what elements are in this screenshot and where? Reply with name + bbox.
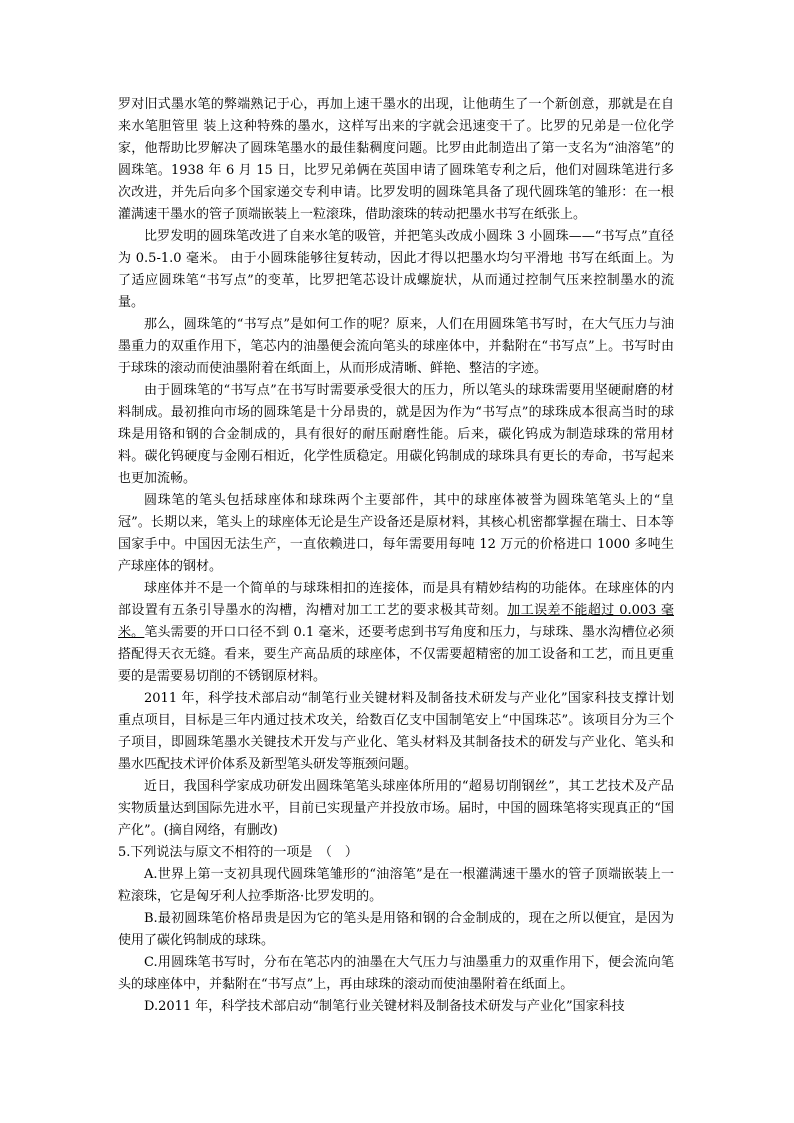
paragraph-5: 圆珠笔的笔头包括球座体和球珠两个主要部件，其中的球座体被誉为圆珠笔笔头上的“皇冠”。长期以来，笔头上的球座体无论是生产设备还是原材料，其核心机密都掌握在瑞士、日本等国家手中。中国因无法生产，一直依赖进口，每年需要用每吨 12 万元的价格进口 1000 多吨生产球座体的钢材。 (118, 493, 674, 574)
option-a: A.世界上第一支初具现代圆珠笔雏形的“油溶笔”是在一根灌满速干墨水的管子顶端嵌装上一粒滚珠，它是匈牙利人拉季斯洛·比罗发明的。 (118, 867, 674, 904)
paragraph-4: 由于圆珠笔的“书写点”在书写时需要承受很大的压力，所以笔头的球珠需要用坚硬耐磨的材料制成。最初推向市场的圆珠笔是十分昂贵的，就是因为作为“书写点”的球珠成本很高当时的球珠是用铬和钢的合金制成的，具有很好的耐压耐磨性能。后来，碳化钨成为制造球珠的常用材料。碳化钨硬度与金刚石相近，化学性质稳定。用碳化钨制成的球珠具有更长的寿命，书写起来也更加流畅。 (118, 383, 674, 486)
paragraph-6-after: 笔头需要的开口口径不到 0.1 毫米，还要考虑到书写角度和压力，与球珠、墨水沟槽位必须搭配得天衣无缝。看来，要生产高品质的球座体，不仅需要超精密的加工设备和工艺，而且更重要的是需要易切削的不锈钢原材料。 (118, 625, 674, 684)
question-stem: 5.下列说法与原文不相符的一项是 （ ） (118, 845, 358, 860)
paragraph-3: 那么，圆珠笔的“书写点”是如何工作的呢？原来，人们在用圆珠笔书写时，在大气压力与油墨重力的双重作用下，笔芯内的油墨便会流向笔头的球座体中，并黏附在“书写点”上。书写时由于球珠的滚动而使油墨附着在纸面上，从而形成清晰、鲜艳、整洁的字迹。 (118, 317, 674, 376)
paragraph-1: 罗对旧式墨水笔的弊端熟记于心，再加上速干墨水的出现，让他萌生了一个新创意，那就是在自来水笔胆管里 装上这种特殊的墨水，这样写出来的字就会迅速变干了。比罗的兄弟是一位化学家，他帮助比罗解决了圆珠笔墨水的最佳黏稠度问题。比罗由此制造出了第一支名为“油溶笔”的圆珠笔。1938 年 6 月 15 日，比罗兄弟俩在英国申请了圆珠笔专利之后，他们对圆珠笔进行多次改进，并先后向多个国家递交专利申请。比罗发明的圆珠笔具备了现代圆珠笔的雏形：在一根灌满速干墨水的管子顶端嵌装上一粒滚珠，借助滚珠的转动把墨水书写在纸张上。 (118, 97, 674, 222)
paragraph-6-before: 球座体并不是一个简单的与球珠相扣的连接体，而是具有精妙结构的功能体。在球座体的内部设置有五条引导墨水的沟槽，沟槽对加工工艺的要求极其苛刻。 (118, 581, 674, 618)
option-c: C.用圆珠笔书写时，分布在笔芯内的油墨在大气压力与油墨重力的双重作用下，便会流向笔头的球座体中，并黏附在“书写点”上，再由球珠的滚动而使油墨附着在纸面上。 (118, 955, 674, 992)
paragraph-6 (118, 578, 674, 688)
underlined-sentence: 加工误差不能超过 0.003 毫米。 (118, 603, 674, 640)
document-page (118, 94, 674, 1018)
paragraph-7: 2011 年，科学技术部启动“制笔行业关键材料及制备技术研发与产业化”国家科技支撑计划重点项目，目标是三年内通过技术攻关，给数百亿支中国制笔安上“中国珠芯”。该项目分为三个子项目，即圆珠笔墨水关键技术开发与产业化、笔头材料及其制备技术的研发与产业化、笔头和墨水匹配技术评价体系及新型笔头研发等瓶颈问题。 (118, 691, 674, 772)
option-b: B.最初圆珠笔价格昂贵是因为它的笔头是用铬和钢的合金制成的，现在之所以便宜，是因为使用了碳化钨制成的球珠。 (118, 911, 674, 948)
paragraph-8: 近日，我国科学家成功研发出圆珠笔笔头球座体所用的“超易切削钢丝”，其工艺技术及产品实物质量达到国际先进水平，目前已实现量产并投放市场。届时，中国的圆珠笔将实现真正的“国产化”。(摘自网络，有删改) (118, 779, 674, 838)
paragraph-2: 比罗发明的圆珠笔改进了自来水笔的吸管，并把笔头改成小圆珠 3 小圆珠——“书写点”直径为 0.5-1.0 毫米。 由于小圆珠能够往复转动，因此才得以把墨水均匀平滑地 书写在纸面上。为了适应圆珠笔“书写点”的变革，比罗把笔芯设计成螺旋状，从而通过控制气压来控制墨水的流量。 (118, 229, 674, 310)
option-d: D.2011 年，科学技术部启动“制笔行业关键材料及制备技术研发与产业化”国家科技 (144, 999, 625, 1014)
